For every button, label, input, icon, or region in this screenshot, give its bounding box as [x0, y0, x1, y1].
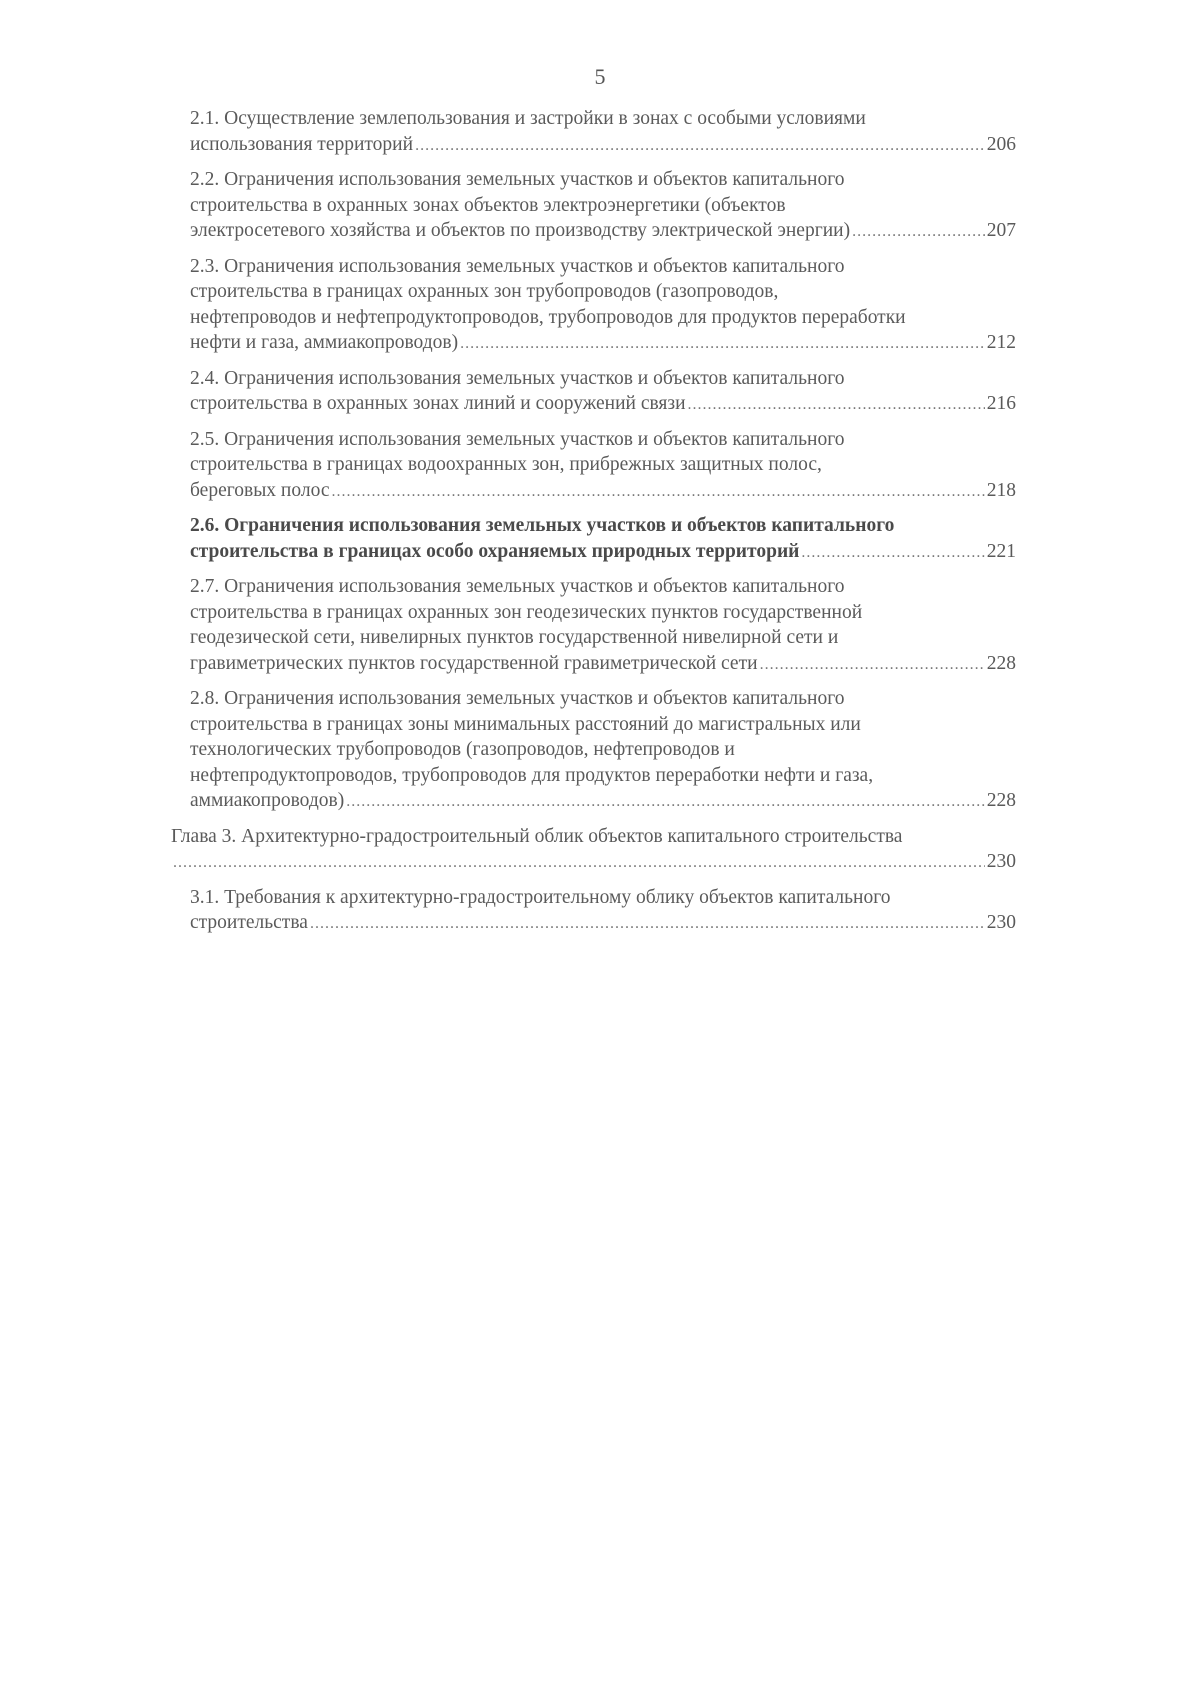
toc-entry-line: 2.2. Ограничения использования земельных участков и объектов капитального — [190, 169, 845, 190]
toc-entry-line: 2.6. Ограничения использования земельных участков и объектов капитального — [190, 515, 895, 536]
toc-entry-line: нефтепроводов и нефтепродуктопроводов, трубопроводов для продуктов переработки — [190, 306, 906, 328]
toc-page-number: 228 — [986, 652, 1016, 674]
toc-entry-line: технологических трубопроводов (газопроводов, нефтепроводов и — [190, 739, 735, 760]
page-number: 5 — [594, 64, 606, 89]
toc-page-number: 221 — [986, 540, 1016, 562]
toc-entry-line: 2.8. Ограничения использования земельных участков и объектов капитального — [190, 688, 845, 709]
toc-chapter-title: Глава 3. Архитектурно-градостроительный облик объектов капитального строительства — [171, 825, 903, 847]
table-of-contents — [171, 106, 1016, 946]
toc-entry-line: строительства в границах охранных зон трубопроводов (газопроводов, — [190, 281, 779, 302]
toc-page-number: 230 — [986, 851, 1016, 872]
toc-entry-line: гравиметрических пунктов государственной гравиметрической сети — [190, 652, 758, 674]
toc-entry-2-3[interactable] — [190, 254, 1016, 357]
toc-entry-line: строительства в границах особо охраняемых природных территорий — [190, 540, 800, 562]
toc-entry-line: строительства в границах водоохранных зон, прибрежных защитных полос, — [190, 454, 822, 475]
toc-entry-line: нефти и газа, аммиакопроводов) — [190, 332, 459, 353]
toc-entry-2-7[interactable] — [190, 574, 1016, 677]
toc-entry-2-1[interactable] — [190, 106, 1016, 158]
toc-entry-line: строительства — [190, 912, 308, 933]
toc-entry-line: строительства в охранных зонах объектов электроэнергетики (объектов — [190, 194, 786, 216]
dot-leader — [801, 540, 984, 566]
toc-entry-line: 2.7. Ограничения использования земельных участков и объектов капитального — [190, 576, 845, 597]
toc-entry-line: электросетевого хозяйства и объектов по производству электрической энергии) — [190, 220, 851, 241]
dot-leader — [173, 850, 985, 876]
toc-entry-2-6[interactable] — [190, 513, 1016, 565]
toc-entry-line: строительства в границах зоны минимальных расстояний до магистральных или — [190, 713, 861, 735]
toc-entry-2-5[interactable] — [190, 427, 1016, 505]
toc-page-number: 212 — [986, 332, 1016, 353]
toc-page-number: 206 — [986, 133, 1016, 155]
toc-page-number: 228 — [986, 790, 1016, 811]
toc-page-number: 230 — [986, 912, 1016, 933]
toc-entry-line: 2.3. Ограничения использования земельных участков и объектов капитального — [190, 255, 845, 277]
toc-entry-line: строительства в границах охранных зон геодезических пунктов государственной — [190, 601, 863, 623]
dot-leader — [331, 479, 984, 505]
toc-entry-chapter-3[interactable] — [171, 824, 1016, 876]
dot-leader — [460, 331, 985, 357]
toc-entry-line: береговых полос — [190, 479, 330, 501]
dot-leader — [310, 911, 985, 937]
toc-page-number: 207 — [986, 220, 1016, 241]
dot-leader — [760, 652, 985, 678]
toc-entry-line: аммиакопроводов) — [190, 790, 345, 811]
toc-entry-line: 2.4. Ограничения использования земельных участков и объектов капитального — [190, 367, 845, 389]
toc-entry-line: геодезической сети, нивелирных пунктов государственной нивелирной сети и — [190, 627, 839, 648]
dot-leader — [415, 133, 985, 159]
toc-entry-line: 3.1. Требования к архитектурно-градостроительному облику объектов капитального — [190, 886, 891, 908]
toc-entry-3-1[interactable] — [190, 885, 1016, 937]
toc-entry-line: 2.1. Осуществление землепользования и застройки в зонах с особыми условиями — [190, 108, 866, 129]
dot-leader — [688, 392, 985, 418]
toc-entry-2-2[interactable] — [190, 167, 1016, 245]
toc-entry-line: строительства в охранных зонах линий и сооружений связи — [190, 393, 686, 414]
toc-page-number: 218 — [986, 479, 1016, 501]
dot-leader — [346, 789, 985, 815]
toc-page-number: 216 — [986, 393, 1016, 414]
toc-entry-2-8[interactable] — [190, 686, 1016, 815]
toc-entry-line: использования территорий — [190, 133, 414, 155]
toc-entry-2-4[interactable] — [190, 366, 1016, 418]
dot-leader — [852, 219, 985, 245]
toc-entry-line: 2.5. Ограничения использования земельных участков и объектов капитального — [190, 428, 845, 450]
toc-entry-line: нефтепродуктопроводов, трубопроводов для продуктов переработки нефти и газа, — [190, 764, 874, 786]
